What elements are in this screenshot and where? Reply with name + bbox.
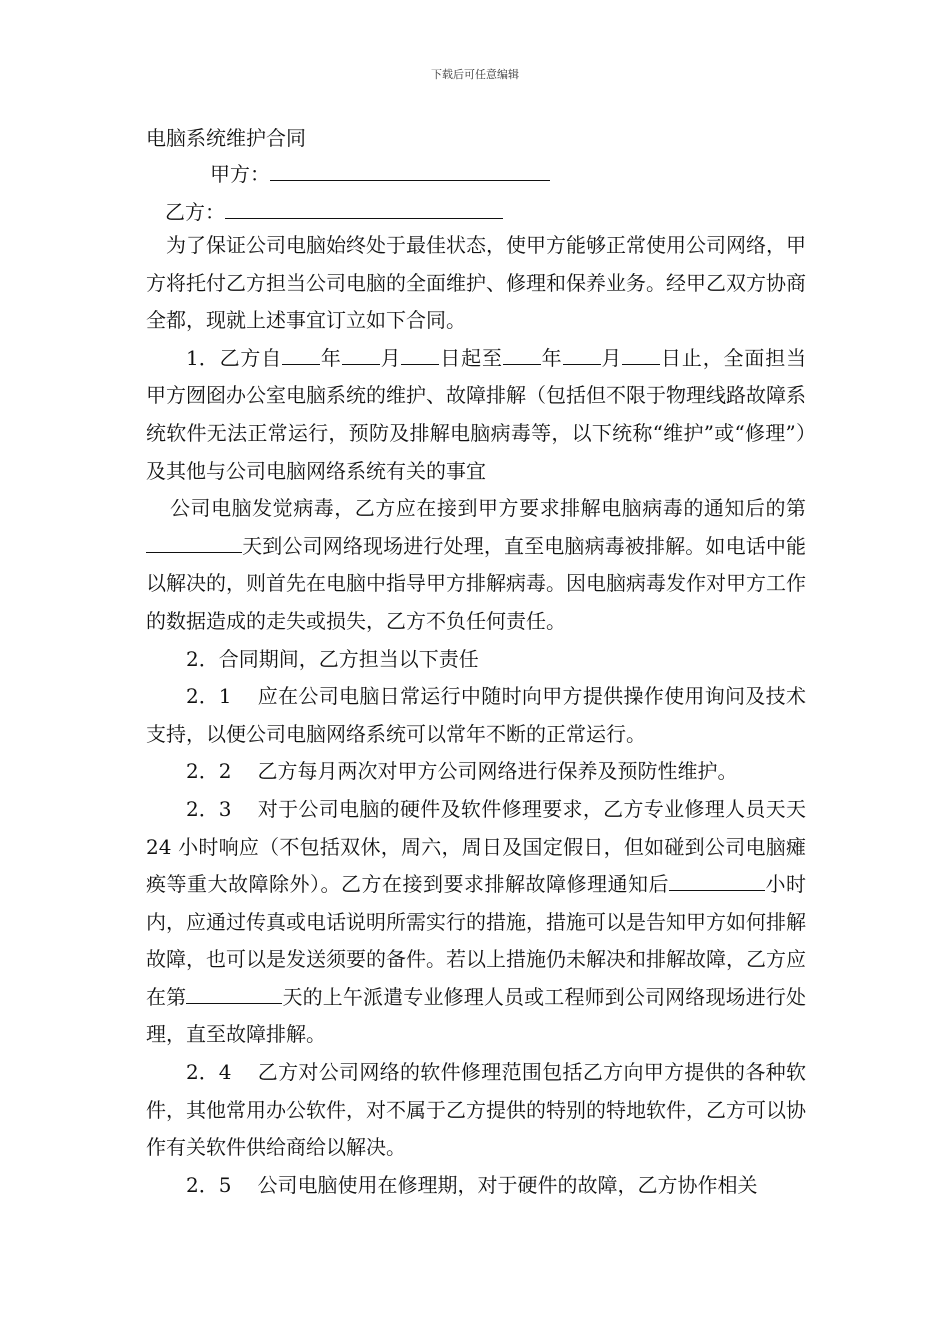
intro-paragraph: 为了保证公司电脑始终处于最佳状态，使甲方能够正常使用公司网络，甲方将托付乙方担当公司电脑的全面维护、修理和保养业务。经甲乙双方协商全都，现就上述事宜订立如下合同。	[146, 233, 806, 333]
response-hours-blank	[669, 870, 765, 891]
clause-1-text-e: 年	[540, 345, 563, 370]
clause-2-4-number: 2．4	[186, 1060, 232, 1085]
clause-2-3-text-c: 天的上午派遣专业修理人员或工程师到公司网络现场进行处理，直至故障排解。	[146, 984, 807, 1047]
start-day-blank	[401, 344, 439, 365]
clause-2-2-number: 2．2	[186, 759, 232, 784]
clause-2-5-text: 公司电脑使用在修理期，对于硬件的故障，乙方协作相关	[257, 1172, 758, 1197]
end-month-blank	[563, 344, 601, 365]
clause-2-1-number: 2．1	[186, 684, 232, 709]
virus-text-a: 公司电脑发觉病毒，乙方应在接到甲方要求排解电脑病毒的通知后的第	[170, 496, 806, 521]
clause-1-text-g: 日止，全面担当甲方囫囵办公室电脑系统的维护、故障排解（包括但不限于物理线路故障系统软件无法正常运行，预防及排解电脑病毒等，以下统称“维护”或“修理”）及其他与公司电脑网络系统有关的事宜	[146, 345, 807, 483]
clause-2-1	[146, 678, 806, 753]
clause-1-text-c: 月	[379, 345, 402, 370]
clause-2-5-number: 2．5	[186, 1172, 232, 1197]
virus-paragraph	[146, 490, 806, 640]
clause-1	[146, 340, 806, 490]
clause-1-text-d: 日起至	[439, 345, 503, 370]
clause-2-3	[146, 791, 806, 1054]
clause-2-3-text-a: 对于公司电脑的硬件及软件修理要求，乙方专业修理人员天天 24 小时响应（不包括双休，周六，周日及国定假日，但如碰到公司电脑瘫痪等重大故障除外）。乙方在接到要求排解故障修理通知后	[146, 796, 806, 897]
clause-2-2	[146, 753, 806, 791]
clause-2-3-text-b: 小时内，应通过传真或电话说明所需实行的措施，措施可以是告知甲方如何排解故障，也可以是发送须要的备件。若以上措施仍未解决和排解故障，乙方应在第	[146, 872, 806, 1009]
clause-2	[146, 641, 806, 679]
party-b-line	[165, 198, 503, 225]
clause-2-text: 合同期间，乙方担当以下责任	[218, 646, 479, 671]
party-b-label: 乙方：	[165, 200, 225, 224]
clause-1-text-b: 年	[320, 345, 342, 370]
contract-body	[146, 227, 806, 1204]
document-title: 电脑系统维护合同	[146, 126, 306, 150]
clause-2-4	[146, 1054, 806, 1167]
clause-2-3-number: 2．3	[186, 796, 232, 821]
party-a-blank	[270, 160, 550, 181]
start-month-blank	[342, 344, 380, 365]
dispatch-day-blank	[186, 983, 282, 1004]
clause-2-5	[146, 1167, 806, 1205]
clause-2-2-text: 乙方每月两次对甲方公司网络进行保养及预防性维护。	[257, 759, 738, 784]
clause-1-text-a: 乙方自	[218, 345, 283, 370]
party-a-label: 甲方：	[210, 162, 270, 186]
virus-days-blank	[146, 532, 242, 553]
party-b-blank	[225, 198, 503, 219]
page-header-note: 下载后可任意编辑	[431, 68, 519, 81]
end-day-blank	[622, 344, 660, 365]
clause-2-4-text: 乙方对公司网络的软件修理范围包括乙方向甲方提供的各种软件，其他常用办公软件，对不属于乙方提供的特别的特地软件，乙方可以协作有关软件供给商给以解决。	[146, 1060, 806, 1160]
virus-text-b: 天到公司网络现场进行处理，直至电脑病毒被排解。如电话中能以解决的，则首先在电脑中指导甲方排解病毒。因电脑病毒发作对甲方工作的数据造成的走失或损失，乙方不负任何责任。	[146, 533, 806, 633]
end-year-blank	[503, 344, 541, 365]
clause-1-text-f: 月	[600, 345, 623, 370]
clause-1-number: 1．	[186, 345, 219, 370]
clause-2-number: 2．	[186, 646, 219, 671]
start-year-blank	[282, 344, 320, 365]
clause-2-1-text: 应在公司电脑日常运行中随时向甲方提供操作使用询问及技术支持，以便公司电脑网络系统可以常年不断的正常运行。	[146, 684, 806, 746]
party-a-line	[210, 160, 550, 187]
